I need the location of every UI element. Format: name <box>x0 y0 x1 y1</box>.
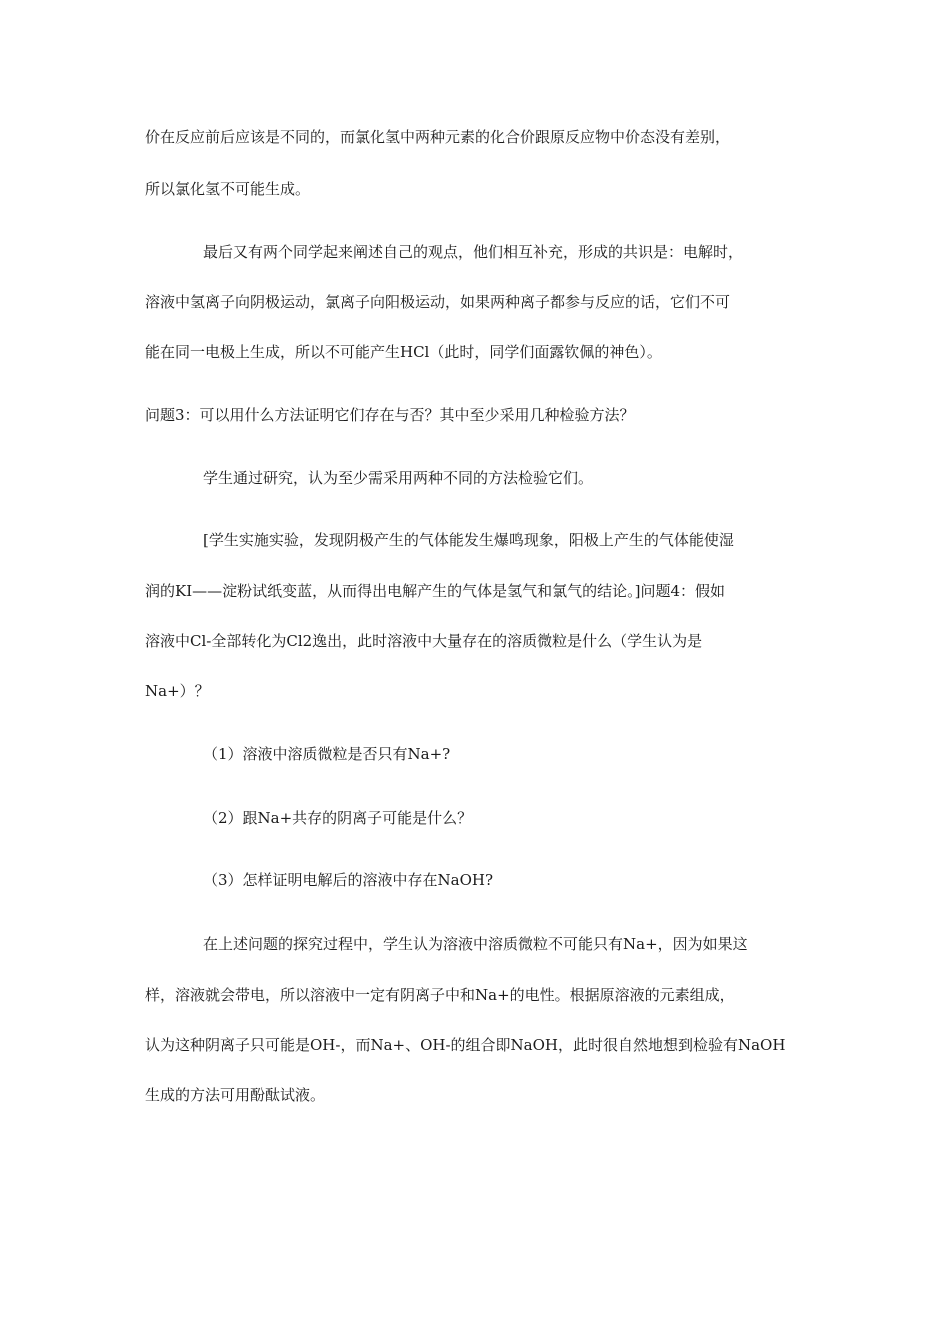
paragraph-line: 生成的方法可用酚酞试液。 <box>145 1086 326 1104</box>
paragraph-line: 能在同一电极上生成，所以不可能产生HCl（此时，同学们面露钦佩的神色）。 <box>145 343 662 361</box>
paragraph-line: Na+）？ <box>145 682 210 700</box>
paragraph-line: 样，溶液就会带电，所以溶液中一定有阴离子中和Na+的电性。根据原溶液的元素组成， <box>145 986 735 1004</box>
paragraph-line: 认为这种阴离子只可能是OH-，而Na+、OH-的组合即NaOH，此时很自然地想到检验有NaOH <box>145 1036 786 1054</box>
list-item: （3）怎样证明电解后的溶液中存在NaOH? <box>203 871 494 889</box>
paragraph-line: 溶液中Cl-全部转化为Cl2逸出，此时溶液中大量存在的溶质微粒是什么（学生认为是 <box>145 632 703 650</box>
paragraph-line: 溶液中氢离子向阴极运动，氯离子向阳极运动，如果两种离子都参与反应的话，它们不可 <box>145 293 731 311</box>
paragraph-line: 在上述问题的探究过程中，学生认为溶液中溶质微粒不可能只有Na+，因为如果这 <box>203 935 748 953</box>
paragraph-line: 学生通过研究，认为至少需采用两种不同的方法检验它们。 <box>203 469 594 487</box>
list-item: （2）跟Na+共存的阴离子可能是什么？ <box>203 809 473 827</box>
paragraph-line: 润的KI——淀粉试纸变蓝，从而得出电解产生的气体是氢气和氯气的结论。]问题4：假如 <box>145 582 726 600</box>
list-item: （1）溶液中溶质微粒是否只有Na+? <box>203 745 451 763</box>
paragraph-line: 所以氯化氢不可能生成。 <box>145 180 311 198</box>
question-heading: 问题3：可以用什么方法证明它们存在与否？其中至少采用几种检验方法？ <box>145 406 635 424</box>
paragraph-line: [学生实施实验，发现阴极产生的气体能发生爆鸣现象，阳极上产生的气体能使湿 <box>203 531 734 549</box>
paragraph-line: 最后又有两个同学起来阐述自己的观点，他们相互补充，形成的共识是：电解时， <box>203 243 744 261</box>
paragraph-line: 价在反应前后应该是不同的，而氯化氢中两种元素的化合价跟原反应物中价态没有差别， <box>145 128 731 146</box>
